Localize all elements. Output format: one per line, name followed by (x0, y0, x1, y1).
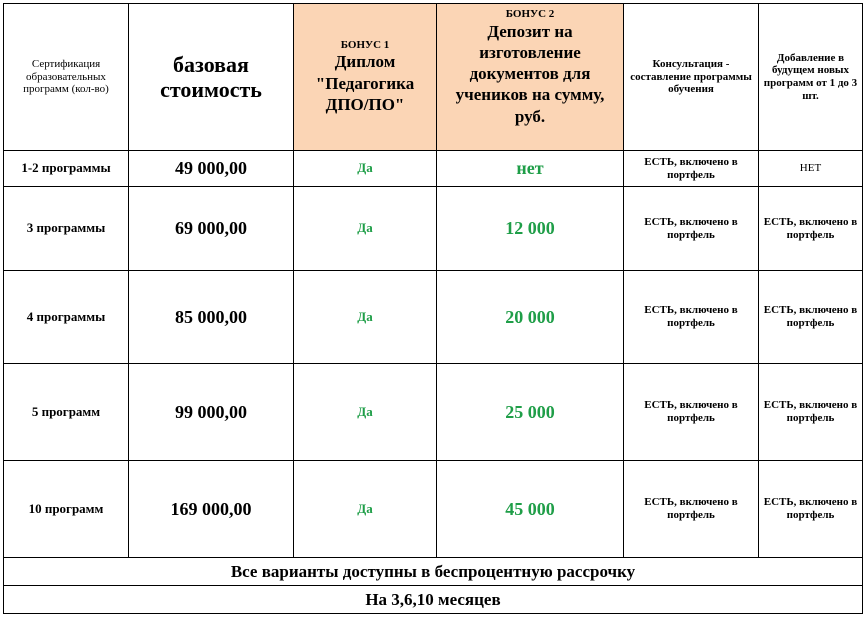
row-deposit: 12 000 (437, 187, 624, 271)
footer-installment-note: Все варианты доступны в беспроцентную рассрочку (4, 558, 863, 586)
row-addition: ЕСТЬ, включено в портфель (759, 364, 863, 461)
row-consultation: ЕСТЬ, включено в портфель (624, 461, 759, 558)
row-addition: НЕТ (759, 151, 863, 187)
row-bonus-1: Да (294, 151, 437, 187)
row-programs: 3 программы (4, 187, 129, 271)
bonus-2-label: БОНУС 2 (505, 8, 555, 20)
table-row (4, 151, 863, 187)
row-programs: 1-2 программы (4, 151, 129, 187)
pricing-table (3, 3, 863, 614)
bonus-1-label: БОНУС 1 (340, 38, 390, 51)
row-price: 99 000,00 (129, 364, 294, 461)
row-deposit: 20 000 (437, 271, 624, 364)
header-programs-count: Сертификация образовательных программ (кол-во) (4, 4, 129, 151)
row-bonus-1: Да (294, 271, 437, 364)
footer-row (4, 586, 863, 614)
row-consultation: ЕСТЬ, включено в портфель (624, 364, 759, 461)
footer-row (4, 558, 863, 586)
row-addition: ЕСТЬ, включено в портфель (759, 187, 863, 271)
row-addition: ЕСТЬ, включено в портфель (759, 461, 863, 558)
table-row (4, 271, 863, 364)
row-price: 85 000,00 (129, 271, 294, 364)
row-consultation: ЕСТЬ, включено в портфель (624, 151, 759, 187)
row-addition: ЕСТЬ, включено в портфель (759, 271, 863, 364)
row-consultation: ЕСТЬ, включено в портфель (624, 187, 759, 271)
row-deposit: 45 000 (437, 461, 624, 558)
bonus-1-text: Диплом "Педагогика ДПО/ПО" (315, 52, 415, 114)
row-bonus-1: Да (294, 364, 437, 461)
footer-installment-terms: На 3,6,10 месяцев (4, 586, 863, 614)
table-row (4, 187, 863, 271)
header-addition: Добавление в будущем новых программ от 1 до 3 шт. (759, 4, 863, 151)
row-deposit: нет (437, 151, 624, 187)
header-bonus-1 (294, 4, 437, 151)
row-price: 169 000,00 (129, 461, 294, 558)
table-row (4, 364, 863, 461)
header-base-price: базовая стоимость (129, 4, 294, 151)
table-row (4, 461, 863, 558)
bonus-2-text: Депозит на изготовление документов для учеников на сумму, руб. (455, 21, 605, 126)
row-price: 69 000,00 (129, 187, 294, 271)
row-consultation: ЕСТЬ, включено в портфель (624, 271, 759, 364)
row-programs: 5 программ (4, 364, 129, 461)
row-price: 49 000,00 (129, 151, 294, 187)
row-deposit: 25 000 (437, 364, 624, 461)
header-row (4, 4, 863, 151)
header-consultation: Консультация - составление программы обучения (624, 4, 759, 151)
row-bonus-1: Да (294, 461, 437, 558)
header-bonus-2 (437, 4, 624, 151)
row-programs: 4 программы (4, 271, 129, 364)
row-bonus-1: Да (294, 187, 437, 271)
row-programs: 10 программ (4, 461, 129, 558)
